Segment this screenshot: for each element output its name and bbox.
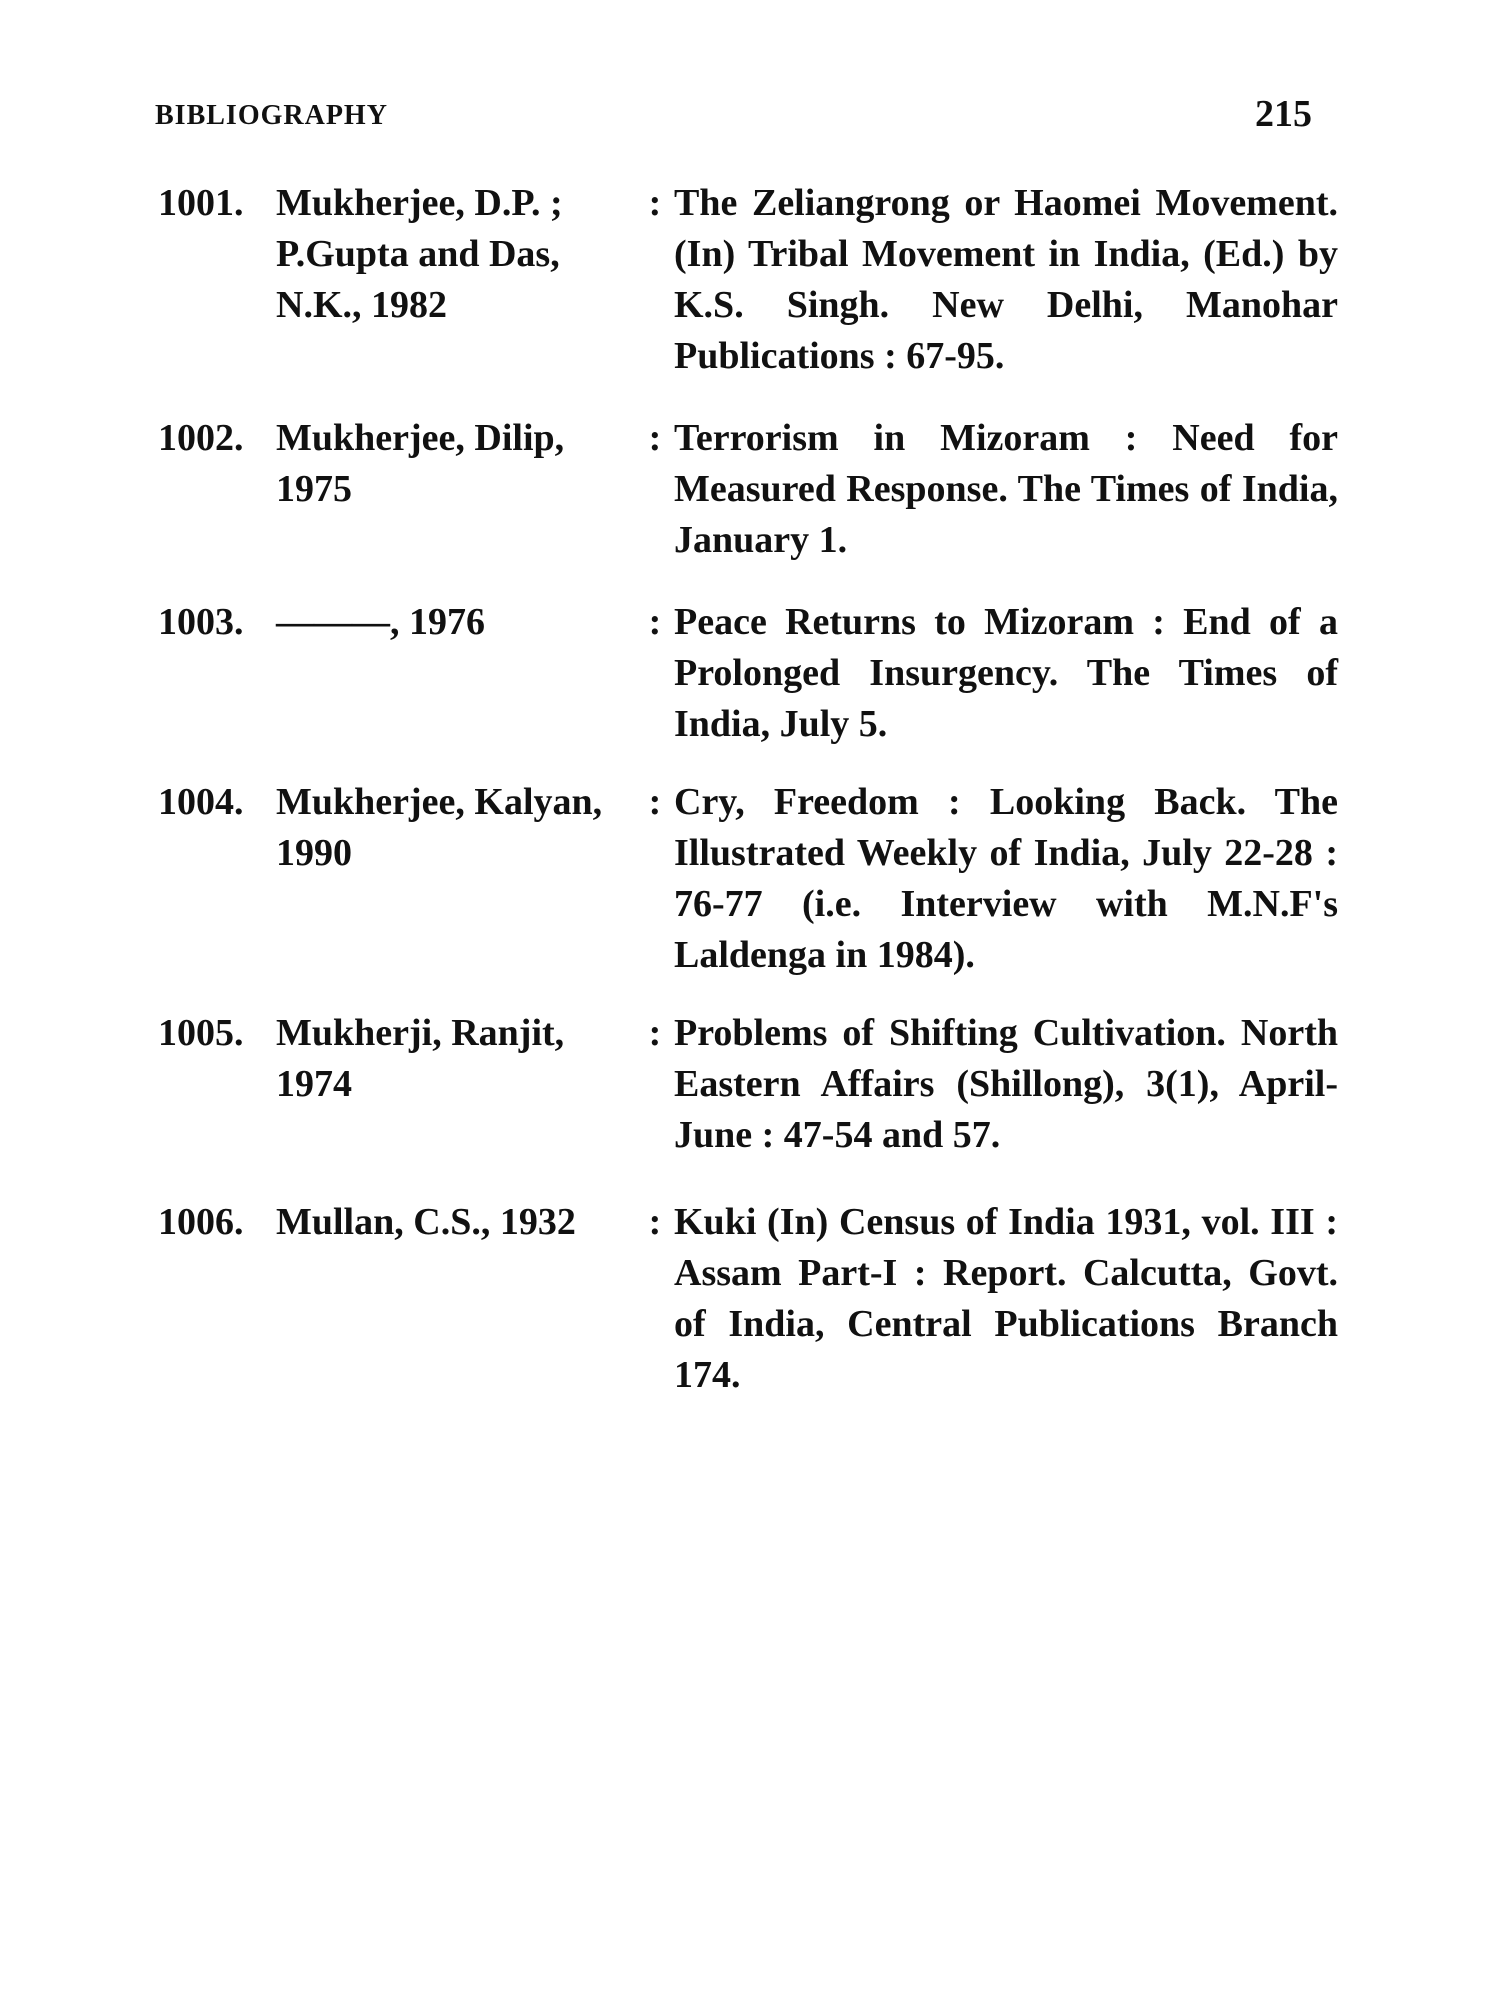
entry-reference: Terrorism in Mizoram : Need for Measured Response. The Times of India, January 1.	[674, 417, 1338, 561]
entry-separator: :	[648, 182, 662, 224]
entry-number: 1005.	[158, 1012, 244, 1054]
bibliography-entry-1003	[158, 597, 1338, 750]
entry-author: ———, 1976	[276, 601, 485, 643]
entry-separator: :	[648, 601, 662, 643]
entry-number: 1002.	[158, 417, 244, 459]
entry-number: 1006.	[158, 1201, 244, 1243]
entry-reference: The Zeliangrong or Haomei Movement. (In) Tribal Movement in India, (Ed.) by K.S. Singh. New Delhi, Manohar Publications : 67-95.	[674, 182, 1338, 377]
entry-reference: Problems of Shifting Cultivation. North Eastern Affairs (Shillong), 3(1), April-June : 47-54 and 57.	[674, 1012, 1338, 1156]
bibliography-list	[158, 178, 1338, 1432]
bibliography-entry-1005	[158, 1008, 1338, 1161]
entry-reference: Kuki (In) Census of India 1931, vol. III : Assam Part-I : Report. Calcutta, Govt. of India, Central Publications Branch 174.	[674, 1201, 1338, 1396]
entry-number: 1003.	[158, 601, 244, 643]
entry-author: Mukherji, Ranjit, 1974	[276, 1012, 565, 1105]
entry-author: Mukherjee, Dilip, 1975	[276, 417, 565, 510]
entry-author: Mukherjee, D.P. ; P.Gupta and Das, N.K., 1982	[276, 182, 563, 326]
entry-number: 1004.	[158, 781, 244, 823]
entry-reference: Peace Returns to Mizoram : End of a Prolonged Insurgency. The Times of India, July 5.	[674, 601, 1338, 745]
entry-separator: :	[648, 781, 662, 823]
entry-author: Mullan, C.S., 1932	[276, 1201, 576, 1243]
entry-separator: :	[648, 1012, 662, 1054]
entry-author: Mukherjee, Kalyan, 1990	[276, 781, 603, 874]
entry-reference: Cry, Freedom : Looking Back. The Illustrated Weekly of India, July 22-28 : 76-77 (i.e. Interview with M.N.F's Laldenga in 1984).	[674, 781, 1338, 976]
entry-number: 1001.	[158, 182, 244, 224]
bibliography-entry-1006	[158, 1197, 1338, 1401]
running-head: BIBLIOGRAPHY	[155, 100, 388, 131]
entry-separator: :	[648, 1201, 662, 1243]
entry-separator: :	[648, 417, 662, 459]
bibliography-entry-1002	[158, 413, 1338, 566]
page-number: 215	[1255, 93, 1312, 135]
bibliography-entry-1004	[158, 777, 1338, 981]
bibliography-entry-1001	[158, 178, 1338, 382]
